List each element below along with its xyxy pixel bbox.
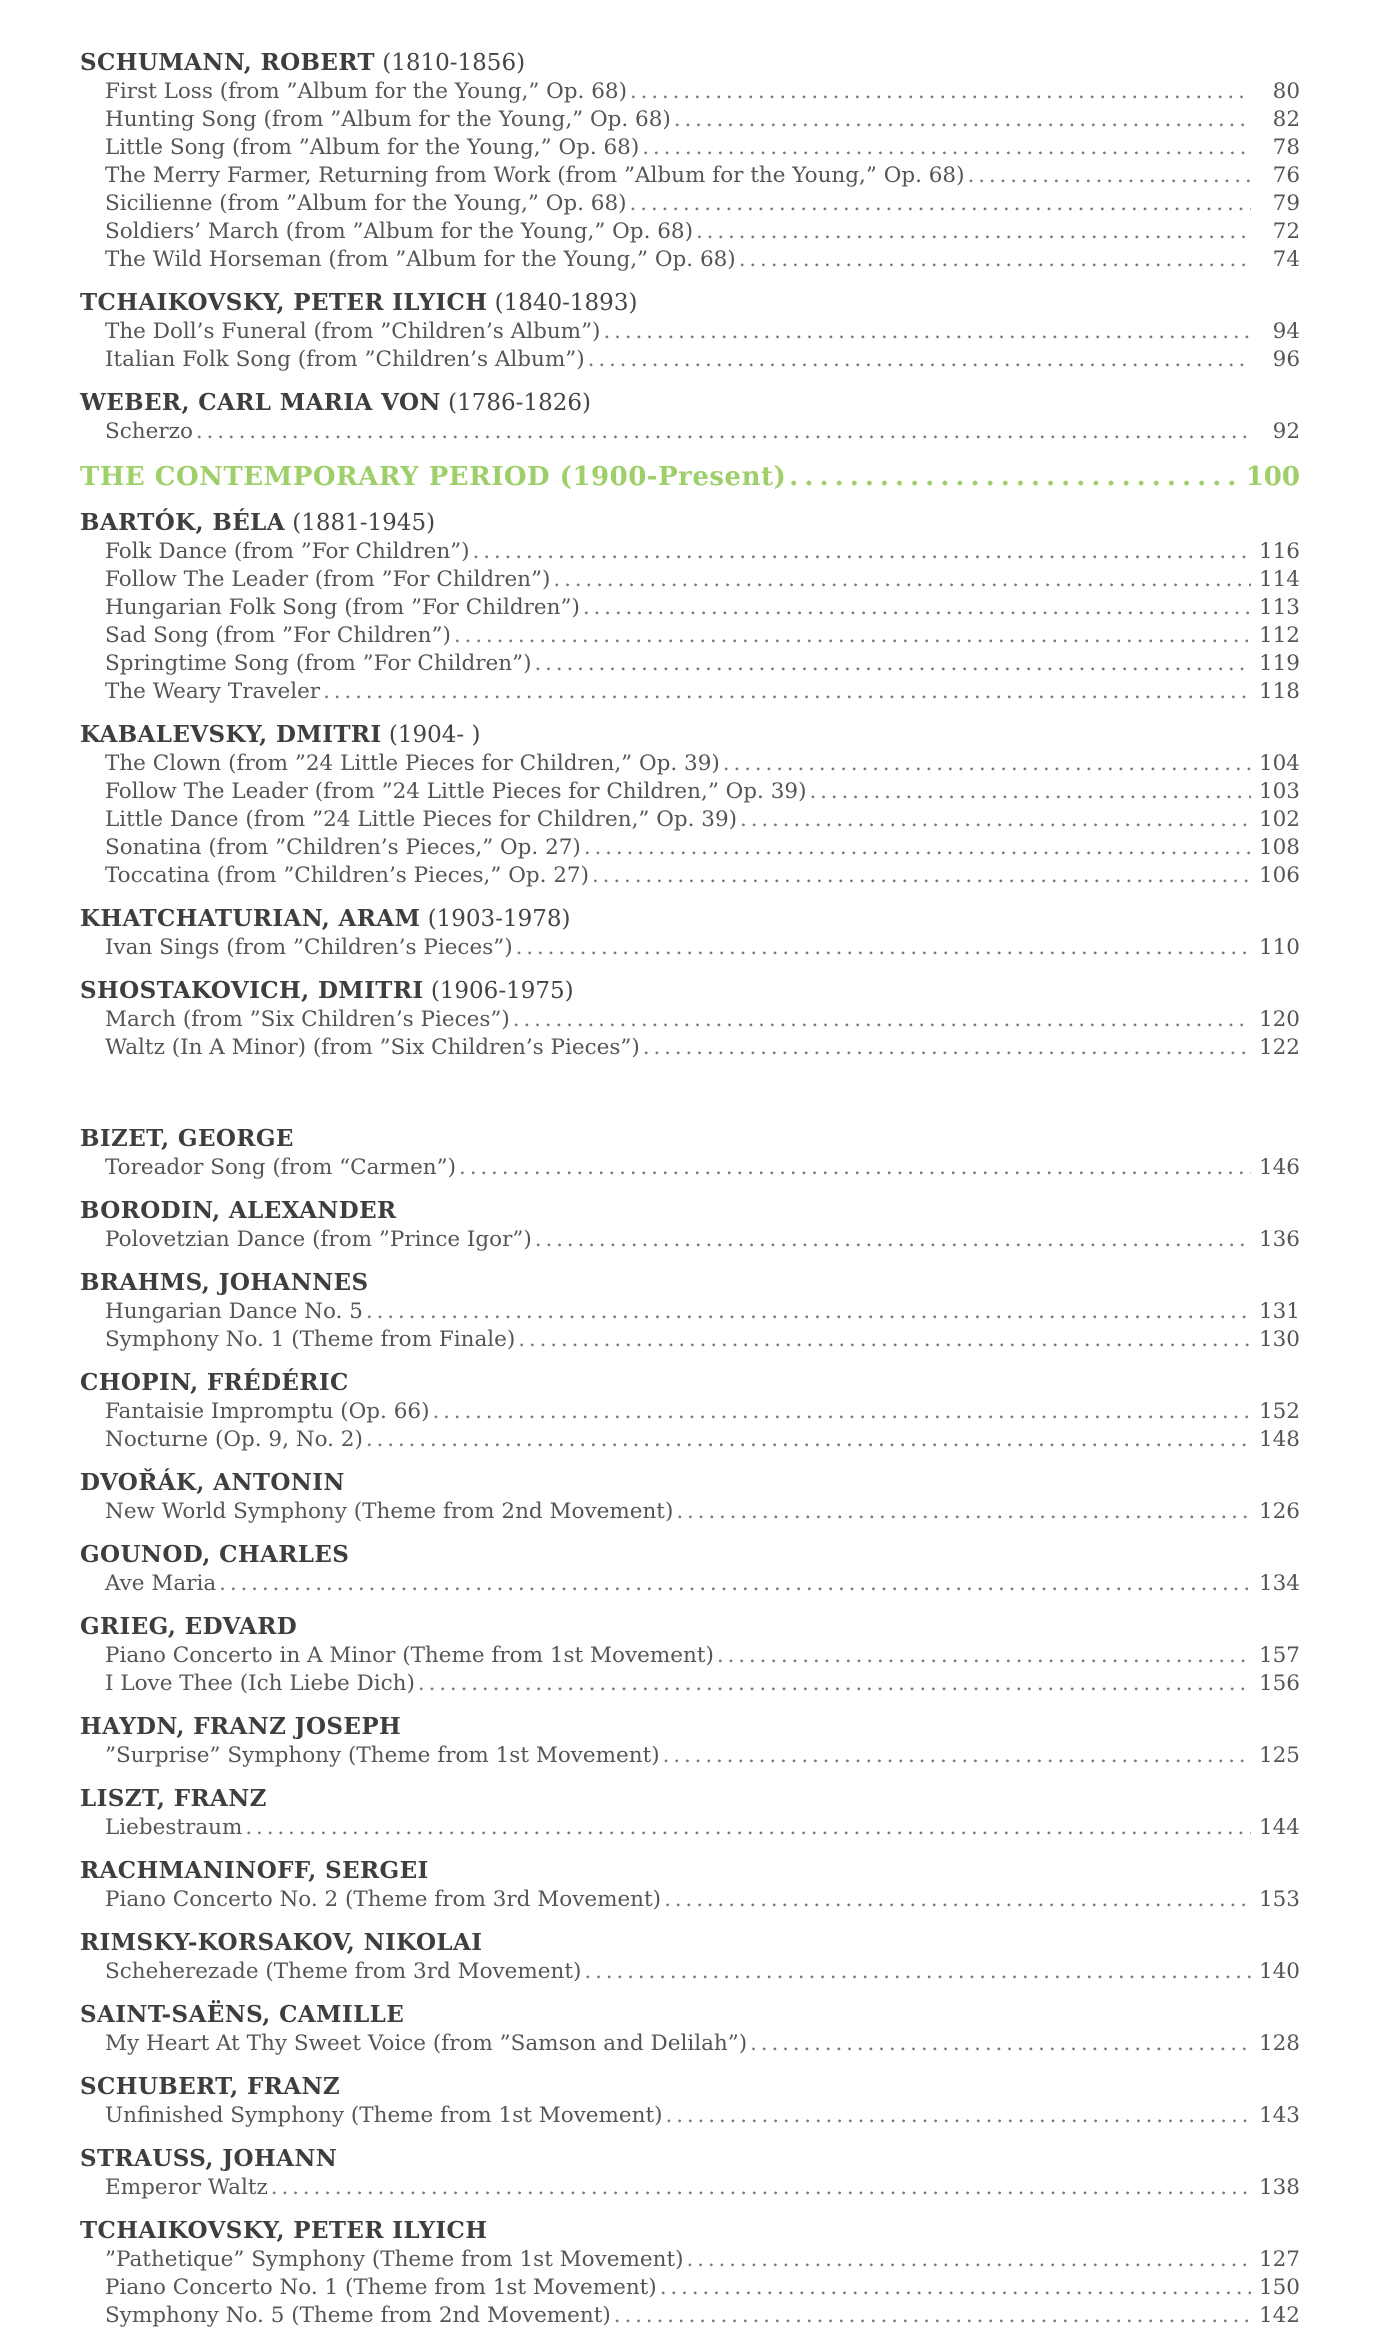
toc-entry[interactable]: [80, 538, 1300, 566]
dot-leader: [366, 1298, 1251, 1326]
composer-group: [80, 1612, 1300, 1698]
entry-page-number: 134: [1258, 1571, 1300, 1596]
entry-page-number: 78: [1272, 135, 1300, 160]
composer-group: [80, 1784, 1300, 1842]
entry-title: ”Surprise” Symphony (Theme from 1st Movement): [105, 1743, 660, 1768]
toc-entry[interactable]: [80, 1570, 1300, 1598]
entry-title: New World Symphony (Theme from 2nd Movement): [105, 1499, 674, 1524]
entry-title: The Wild Horseman (from ”Album for the Young,” Op. 68): [105, 247, 736, 272]
composer-group: [80, 508, 1300, 706]
composer-name: GOUNOD, CHARLES: [80, 1541, 350, 1568]
entry-title: Scherzo: [105, 419, 193, 444]
composer-name: SCHUBERT, FRANZ: [80, 2073, 341, 2100]
entry-title: The Weary Traveler: [105, 679, 321, 704]
composer-heading: [80, 1712, 1300, 1742]
entry-title: The Merry Farmer, Returning from Work (from ”Album for the Young,” Op. 68): [105, 163, 965, 188]
entry-page-number: 142: [1258, 2303, 1300, 2328]
composer-group: [80, 1856, 1300, 1914]
toc-entry[interactable]: [80, 134, 1300, 162]
entry-title: Fantaisie Impromptu (Op. 66): [105, 1399, 430, 1424]
entry-page-number: 143: [1258, 2103, 1300, 2128]
toc-entry[interactable]: [80, 1958, 1300, 1986]
toc-entry[interactable]: [80, 162, 1300, 190]
composer-name: DVOŘÁK, ANTONIN: [80, 1469, 345, 1496]
toc-entry[interactable]: [80, 1398, 1300, 1426]
composer-heading: [80, 976, 1300, 1006]
entry-title: Hunting Song (from ”Album for the Young,” Op. 68): [105, 107, 671, 132]
dot-leader: [323, 678, 1251, 706]
composer-dates: (1881-1945): [292, 510, 436, 536]
entry-title: Unfinished Symphony (Theme from 1st Movement): [105, 2103, 663, 2128]
entry-title: Nocturne (Op. 9, No. 2): [105, 1427, 363, 1452]
composer-heading: [80, 2144, 1300, 2174]
composer-heading: [80, 508, 1300, 538]
dot-leader: [516, 934, 1251, 962]
toc-entry[interactable]: [80, 594, 1300, 622]
period-page-number: 100: [1245, 462, 1300, 492]
dot-leader: [643, 1034, 1251, 1062]
dot-leader: [630, 190, 1251, 218]
entry-page-number: 104: [1258, 751, 1300, 776]
dot-leader: [660, 2274, 1251, 2302]
entry-page-number: 125: [1258, 1743, 1300, 1768]
dot-leader: [245, 1814, 1251, 1842]
entry-title: Scheherezade (Theme from 3rd Movement): [105, 1959, 582, 1984]
entry-page-number: 110: [1258, 935, 1300, 960]
dot-leader: [584, 834, 1251, 862]
entry-page-number: 116: [1258, 539, 1300, 564]
period-heading[interactable]: [80, 460, 1300, 494]
entry-page-number: 136: [1258, 1227, 1300, 1252]
entry-page-number: 148: [1258, 1427, 1300, 1452]
composer-heading: [80, 2072, 1300, 2102]
toc-entry[interactable]: [80, 566, 1300, 594]
composer-group: [80, 904, 1300, 962]
dot-leader: [418, 1670, 1251, 1698]
composer-dates: (1904- ): [388, 722, 481, 748]
entry-title: First Loss (from ”Album for the Young,” Op. 68): [105, 79, 627, 104]
entry-page-number: 103: [1258, 779, 1300, 804]
entry-title: ”Pathetique” Symphony (Theme from 1st Movement): [105, 2247, 684, 2272]
toc-entry[interactable]: [80, 834, 1300, 862]
entry-page-number: 144: [1258, 1815, 1300, 1840]
dot-leader: [196, 418, 1251, 446]
toc-entry[interactable]: [80, 862, 1300, 890]
toc-entry[interactable]: [80, 318, 1300, 346]
composer-group: [80, 388, 1300, 446]
entry-page-number: 96: [1272, 347, 1300, 372]
composer-dates: (1810-1856): [382, 50, 526, 76]
entry-title: My Heart At Thy Sweet Voice (from ”Samson and Delilah”): [105, 2031, 748, 2056]
dot-leader: [630, 78, 1251, 106]
toc-entry[interactable]: [80, 78, 1300, 106]
entry-title: Toccatina (from ”Children’s Pieces,” Op. 27): [105, 863, 590, 888]
toc-entry[interactable]: [80, 1498, 1300, 1526]
composer-group: [80, 1928, 1300, 1986]
entry-page-number: 102: [1258, 807, 1300, 832]
entry-page-number: 113: [1258, 595, 1300, 620]
toc-entry[interactable]: [80, 1814, 1300, 1842]
toc-entry[interactable]: [80, 346, 1300, 374]
toc-entry[interactable]: [80, 2102, 1300, 2130]
toc-entry[interactable]: [80, 806, 1300, 834]
composer-name: STRAUSS, JOHANN: [80, 2145, 338, 2172]
dot-leader: [809, 778, 1251, 806]
composer-heading: [80, 2000, 1300, 2030]
dot-leader: [432, 1398, 1251, 1426]
dot-leader: [740, 806, 1251, 834]
composer-dates: (1786-1826): [448, 390, 591, 416]
entry-page-number: 76: [1272, 163, 1300, 188]
entry-page-number: 156: [1258, 1671, 1300, 1696]
entry-page-number: 150: [1258, 2275, 1300, 2300]
composer-heading: [80, 48, 1300, 78]
entry-title: Liebestraum: [105, 1815, 243, 1840]
toc-entry[interactable]: [80, 622, 1300, 650]
contents-section-composers-by-period: [80, 48, 1300, 1076]
composer-group: [80, 1124, 1300, 1182]
composer-heading: [80, 1612, 1300, 1642]
composer-name: TCHAIKOVSKY, PETER ILYICH: [80, 2217, 488, 2244]
entry-page-number: 157: [1258, 1643, 1300, 1668]
entry-page-number: 120: [1258, 1007, 1300, 1032]
composer-group: [80, 1712, 1300, 1770]
composer-name: HAYDN, FRANZ JOSEPH: [80, 1713, 402, 1740]
entry-title: Italian Folk Song (from ”Children’s Album”): [105, 347, 585, 372]
entry-page-number: 80: [1272, 79, 1300, 104]
composer-group: [80, 1196, 1300, 1254]
composer-heading: [80, 1856, 1300, 1886]
composer-name: SCHUMANN, ROBERT: [80, 49, 375, 76]
entry-page-number: 94: [1272, 319, 1300, 344]
entry-page-number: 126: [1258, 1499, 1300, 1524]
composer-list-contemporary: [80, 508, 1300, 1062]
dot-leader: [513, 1006, 1251, 1034]
toc-entry[interactable]: [80, 418, 1300, 446]
composer-group: [80, 1540, 1300, 1598]
entry-page-number: 128: [1258, 2031, 1300, 2056]
composer-heading: [80, 1196, 1300, 1226]
composer-heading: [80, 720, 1300, 750]
composer-heading: [80, 388, 1300, 418]
dot-leader: [553, 566, 1251, 594]
entry-page-number: 74: [1272, 247, 1300, 272]
composer-name: GRIEG, EDVARD: [80, 1613, 298, 1640]
entry-page-number: 131: [1258, 1299, 1300, 1324]
entry-title: Follow The Leader (from ”For Children”): [105, 567, 551, 592]
entry-page-number: 72: [1272, 219, 1300, 244]
entry-title: Sicilienne (from ”Album for the Young,” Op. 68): [105, 191, 627, 216]
entry-title: Emperor Waltz: [105, 2175, 268, 2200]
entry-page-number: 140: [1258, 1959, 1300, 1984]
composer-name: TCHAIKOVSKY, PETER ILYICH: [80, 289, 488, 316]
composer-name: RIMSKY-KORSAKOV, NIKOLAI: [80, 1929, 483, 1956]
composer-group: [80, 1368, 1300, 1454]
dot-leader: [717, 1642, 1251, 1670]
entry-title: Hungarian Folk Song (from ”For Children”): [105, 595, 580, 620]
entry-page-number: 146: [1258, 1155, 1300, 1180]
period-title: THE CONTEMPORARY PERIOD (1900-Present): [80, 462, 787, 492]
dot-leader: [663, 1742, 1251, 1770]
toc-entry[interactable]: [80, 1006, 1300, 1034]
composer-group: [80, 2144, 1300, 2202]
entry-title: Soldiers’ March (from ”Album for the Young,” Op. 68): [105, 219, 693, 244]
toc-entry[interactable]: [80, 1154, 1300, 1182]
composer-dates: (1840-1893): [494, 290, 638, 316]
toc-entry[interactable]: [80, 1426, 1300, 1454]
composer-name: SHOSTAKOVICH, DMITRI: [80, 977, 424, 1004]
composer-list-themes: [80, 1124, 1300, 2330]
toc-entry[interactable]: [80, 678, 1300, 706]
dot-leader: [535, 1226, 1251, 1254]
toc-entry[interactable]: [80, 1298, 1300, 1326]
dot-leader: [739, 246, 1251, 274]
entry-page-number: 112: [1258, 623, 1300, 648]
composer-group: [80, 288, 1300, 374]
entry-title: Follow The Leader (from ”24 Little Pieces for Children,” Op. 39): [105, 779, 807, 804]
dot-leader: [459, 1154, 1251, 1182]
entry-title: Springtime Song (from ”For Children”): [105, 651, 532, 676]
dot-leader: [614, 2302, 1251, 2330]
dot-leader: [789, 460, 1242, 494]
dot-leader: [686, 2246, 1251, 2274]
dot-leader: [674, 106, 1251, 134]
composer-name: BORODIN, ALEXANDER: [80, 1197, 397, 1224]
toc-entry[interactable]: [80, 1886, 1300, 1914]
entry-title: Ave Maria: [105, 1571, 217, 1596]
toc-entry[interactable]: [80, 218, 1300, 246]
toc-entry[interactable]: [80, 190, 1300, 218]
toc-entry[interactable]: [80, 1034, 1300, 1062]
composer-heading: [80, 1784, 1300, 1814]
toc-entry[interactable]: [80, 1670, 1300, 1698]
dot-leader: [676, 1498, 1251, 1526]
entry-title: Little Song (from ”Album for the Young,” Op. 68): [105, 135, 640, 160]
entry-page-number: 118: [1258, 679, 1300, 704]
entry-page-number: 152: [1258, 1399, 1300, 1424]
entry-page-number: 108: [1258, 835, 1300, 860]
dot-leader: [664, 1886, 1251, 1914]
composer-heading: [80, 904, 1300, 934]
composer-group: [80, 48, 1300, 274]
dot-leader: [696, 218, 1251, 246]
entry-title: I Love Thee (Ich Liebe Dich): [105, 1671, 415, 1696]
dot-leader: [366, 1426, 1251, 1454]
entry-title: Symphony No. 1 (Theme from Finale): [105, 1327, 516, 1352]
entry-page-number: 119: [1258, 651, 1300, 676]
composer-name: RACHMANINOFF, SERGEI: [80, 1857, 429, 1884]
toc-entry[interactable]: [80, 1226, 1300, 1254]
composer-group: [80, 2216, 1300, 2330]
composer-heading: [80, 1540, 1300, 1570]
toc-entry[interactable]: [80, 650, 1300, 678]
toc-entry[interactable]: [80, 2302, 1300, 2330]
composer-group: [80, 2072, 1300, 2130]
entry-title: Piano Concerto in A Minor (Theme from 1st Movement): [105, 1643, 714, 1668]
composer-heading: [80, 1268, 1300, 1298]
entry-title: March (from ”Six Children’s Pieces”): [105, 1007, 510, 1032]
composer-heading: [80, 1124, 1300, 1154]
toc-entry[interactable]: [80, 2174, 1300, 2202]
toc-entry[interactable]: [80, 106, 1300, 134]
composer-name: SAINT-SAËNS, CAMILLE: [80, 2001, 405, 2028]
toc-entry[interactable]: [80, 246, 1300, 274]
composer-list-before-period: [80, 48, 1300, 446]
entry-page-number: 106: [1258, 863, 1300, 888]
composer-name: WEBER, CARL MARIA VON: [80, 389, 441, 416]
composer-heading: [80, 1368, 1300, 1398]
entry-page-number: 79: [1272, 191, 1300, 216]
toc-entry[interactable]: [80, 2030, 1300, 2058]
dot-leader: [534, 650, 1251, 678]
dot-leader: [666, 2102, 1251, 2130]
composer-name: KHATCHATURIAN, ARAM: [80, 905, 421, 932]
entry-title: Piano Concerto No. 2 (Theme from 3rd Movement): [105, 1887, 662, 1912]
entry-title: Little Dance (from ”24 Little Pieces for Children,” Op. 39): [105, 807, 738, 832]
dot-leader: [584, 1958, 1251, 1986]
entry-title: Ivan Sings (from ”Children’s Pieces”): [105, 935, 513, 960]
toc-entry[interactable]: [80, 934, 1300, 962]
entry-title: Waltz (In A Minor) (from ”Six Children’s Pieces”): [105, 1035, 640, 1060]
toc-entry[interactable]: [80, 778, 1300, 806]
entry-page-number: 130: [1258, 1327, 1300, 1352]
composer-group: [80, 1268, 1300, 1354]
dot-leader: [518, 1326, 1251, 1354]
entry-title: Polovetzian Dance (from ”Prince Igor”): [105, 1227, 532, 1252]
composer-heading: [80, 2216, 1300, 2246]
entry-page-number: 114: [1258, 567, 1300, 592]
composer-group: [80, 720, 1300, 890]
dot-leader: [642, 134, 1251, 162]
composer-name: CHOPIN, FRÉDÉRIC: [80, 1369, 349, 1396]
composer-name: KABALEVSKY, DMITRI: [80, 721, 382, 748]
entry-title: The Doll’s Funeral (from ”Children’s Album”): [105, 319, 601, 344]
toc-entry[interactable]: [80, 1742, 1300, 1770]
toc-entry[interactable]: [80, 1642, 1300, 1670]
dot-leader: [588, 346, 1251, 374]
composer-dates: (1903-1978): [427, 906, 571, 932]
composer-group: [80, 976, 1300, 1062]
entry-title: The Clown (from ”24 Little Pieces for Children,” Op. 39): [105, 751, 720, 776]
entry-page-number: 153: [1258, 1887, 1300, 1912]
dot-leader: [219, 1570, 1251, 1598]
composer-heading: [80, 1928, 1300, 1958]
composer-name: BIZET, GEORGE: [80, 1125, 294, 1152]
contents-section-famous-themes: [80, 1124, 1300, 2344]
dot-leader: [723, 750, 1251, 778]
composer-name: LISZT, FRANZ: [80, 1785, 267, 1812]
dot-leader: [592, 862, 1251, 890]
composer-dates: (1906-1975): [430, 978, 574, 1004]
entry-page-number: 82: [1272, 107, 1300, 132]
composer-name: BRAHMS, JOHANNES: [80, 1269, 369, 1296]
entry-title: Toreador Song (from “Carmen”): [105, 1155, 457, 1180]
composer-heading: [80, 288, 1300, 318]
entry-page-number: 138: [1258, 2175, 1300, 2200]
composer-group: [80, 2000, 1300, 2058]
toc-entry[interactable]: [80, 2246, 1300, 2274]
toc-entry[interactable]: [80, 1326, 1300, 1354]
composer-group: [80, 1468, 1300, 1526]
composer-heading: [80, 1468, 1300, 1498]
entry-title: Folk Dance (from ”For Children”): [105, 539, 470, 564]
entry-title: Sad Song (from ”For Children”): [105, 623, 451, 648]
entry-title: Sonatina (from ”Children’s Pieces,” Op. 27): [105, 835, 581, 860]
entry-title: Piano Concerto No. 1 (Theme from 1st Movement): [105, 2275, 657, 2300]
dot-leader: [473, 538, 1251, 566]
dot-leader: [271, 2174, 1251, 2202]
toc-entry[interactable]: [80, 750, 1300, 778]
toc-entry[interactable]: [80, 2274, 1300, 2302]
dot-leader: [454, 622, 1251, 650]
entry-page-number: 127: [1258, 2247, 1300, 2272]
entry-title: Symphony No. 5 (Theme from 2nd Movement): [105, 2303, 611, 2328]
composer-name: BARTÓK, BÉLA: [80, 509, 285, 536]
dot-leader: [968, 162, 1252, 190]
entry-page-number: 122: [1258, 1035, 1300, 1060]
dot-leader: [750, 2030, 1251, 2058]
entry-title: Hungarian Dance No. 5: [105, 1299, 363, 1324]
dot-leader: [603, 318, 1251, 346]
dot-leader: [583, 594, 1251, 622]
entry-page-number: 92: [1272, 419, 1300, 444]
